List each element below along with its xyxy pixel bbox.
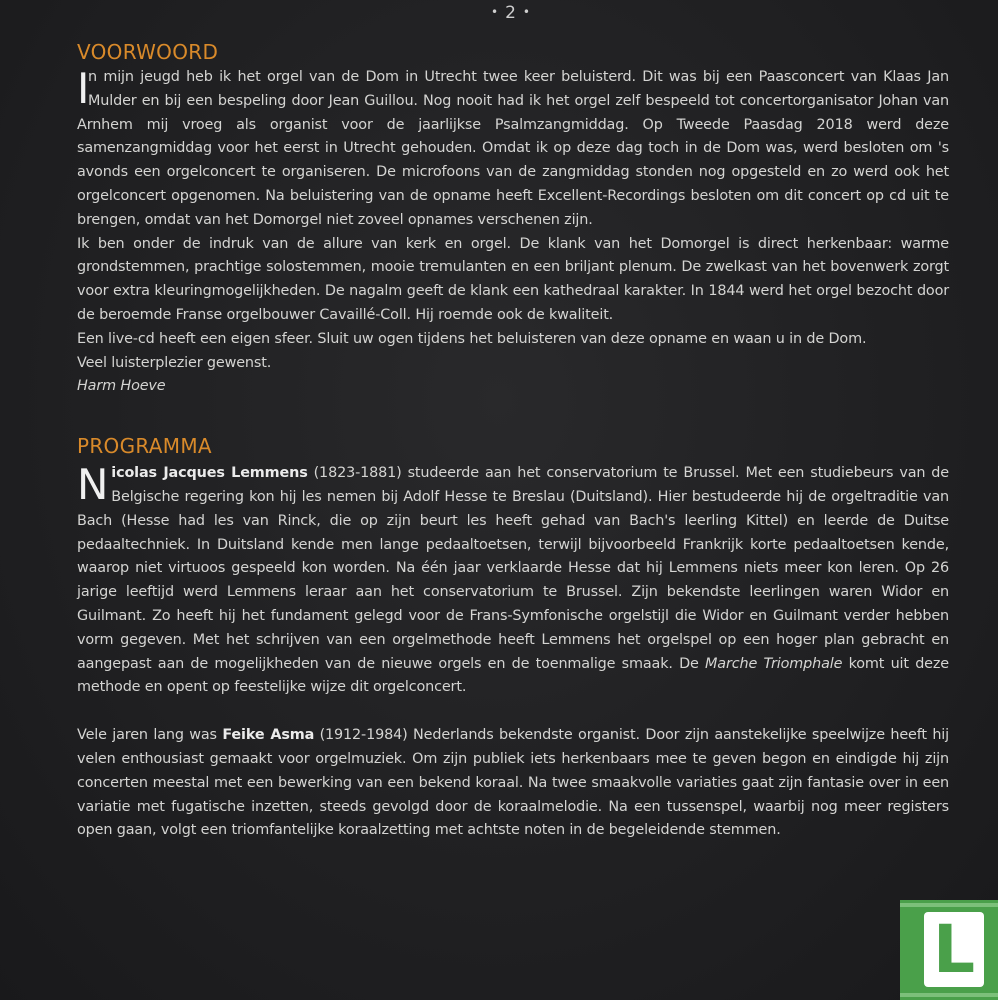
asma-name: Feike Asma: [222, 727, 315, 744]
dot-left-icon: •: [491, 5, 500, 19]
lemmens-paragraph: [77, 462, 949, 700]
dropcap-n: N: [77, 460, 109, 510]
dropcap-i: I: [77, 64, 90, 113]
lemmens-name: icolas Jacques Lemmens: [111, 465, 308, 482]
voorwoord-paragraph-4: Veel luisterplezier gewenst.: [77, 354, 272, 371]
signature: Harm Hoeve: [77, 378, 166, 395]
voorwoord-paragraph-1-text: n mijn jeugd heb ik het orgel van de Dom in Utrecht twee keer beluisterd. Dit was bij een Paasconcert van Klaas Jan Mulder en bij een bespeling door Jean Guillou. Nog nooit had ik het orgel zelf bespeeld tot concertorganisator Johan van Arnhem mij vroeg als organist voor de jaarlijkse Psalmzangmiddag. Op Tweede Paasdag 2018 werd deze samenzangmiddag voor het eerst in Utrecht gehouden. Omdat ik op deze dag toch in de Dom was, werd besloten om 's avonds een orgelconcert te organiseren. De microfoons van de zangmiddag stonden nog opgesteld en zo werd ook het orgelconcert opgenomen. Na beluistering van de opname heeft Excellent-Recordings besloten om dit concert op cd uit te brengen, omdat van het Domorgel niet zoveel opnames verschenen zijn.: [77, 69, 949, 228]
work-title: Marche Triomphale: [705, 655, 843, 672]
page-number: [0, 3, 998, 23]
logo-stripe: [900, 903, 998, 907]
content: [77, 38, 949, 843]
logo-stripe: [900, 993, 998, 997]
asma-paragraph: [77, 724, 949, 843]
programma-heading: PROGRAMMA: [77, 434, 212, 459]
voorwoord-paragraph-3: Een live-cd heeft een eigen sfeer. Sluit uw ogen tijdens het beluisteren van deze opname en waan u in de Dom.: [77, 330, 867, 347]
programma-section: [77, 432, 949, 843]
voorwoord-heading: VOORWOORD: [77, 40, 219, 64]
paragraph-gap: [77, 700, 949, 724]
label-logo: [900, 900, 998, 1000]
asma-text: (1912-1984) Nederlands bekendste organist. Door zijn aanstekelijke speelwijze heeft hij velen enthousiast gemaakt voor orgelmuziek. Om zijn publiek iets herkenbaars mee te geven begon en eindigde hij zijn concerten meestal met een bewerking van een bekend koraal. Na twee smaakvolle variaties gaat zijn fantasie over in een variatie met fugatische inzetten, steeds gevolgd door de koraalmelodie. Na een tussenspel, waarbij nog meer registers open gaan, volgt een triomfantelijke koraalzetting met achtste noten in de begeleidende stemmen.: [77, 727, 949, 839]
voorwoord-paragraph-2: Ik ben onder de indruk van de allure van kerk en orgel. De klank van het Domorgel is direct herkenbaar: warme grondstemmen, prachtige solostemmen, mooie tremulanten en een briljant plenum. De zwelkast van het bovenwerk zorgt voor extra kleuringmogelijkheden. De nagalm geeft de klank een kathedraal karakter. In 1844 werd het orgel bezocht door de beroemde Franse orgelbouwer Cavaillé-Coll. Hij roemde ook de kwaliteit.: [77, 235, 949, 323]
lemmens-text-1: (1823-1881) studeerde aan het conservatorium te Brussel. Met een studiebeurs van de Belgische regering kon hij les nemen bij Adolf Hesse te Breslau (Duitsland). Hier bestudeerde hij de orgeltraditie van Bach (Hesse had les van Rinck, die op zijn beurt les heeft gehad van Bach's leerling Kittel) en leerde de Duitse pedaaltechniek. In Duitsland kende men lange pedaaltoetsen, terwijl bijvoorbeeld Frankrijk korte pedaaltoetsen kende, waarop niet virtuoos gespeeld kon worden. Na één jaar verklaarde Hesse dat hij Lemmens niets meer kon leren. Op 26 jarige leeftijd werd Lemmens leraar aan het conservatorium te Brussel. Zijn bekendste leerlingen waren Widor en Guilmant. Zo heeft hij het fundament gelegd voor de Frans-Symfonische orgelstijl die Widor en Guilmant verder hebben vorm gegeven. Met het schrijven van een orgelmethode heeft Lemmens het orgelspel op een hoger plan gebracht en aangepast aan de mogelijkheden van de nieuwe orgels en de toenmalige smaak. De: [77, 465, 949, 672]
page-number-value: 2: [505, 3, 517, 23]
asma-intro: Vele jaren lang was: [77, 727, 223, 744]
logo-letter: L: [924, 912, 984, 987]
dot-right-icon: •: [522, 5, 531, 19]
lemmens-text-2: komt uit deze methode en opent op feestelijke wijze dit orgelconcert.: [77, 655, 949, 696]
voorwoord-paragraph-1: [77, 66, 949, 233]
voorwoord-section: [77, 38, 949, 399]
